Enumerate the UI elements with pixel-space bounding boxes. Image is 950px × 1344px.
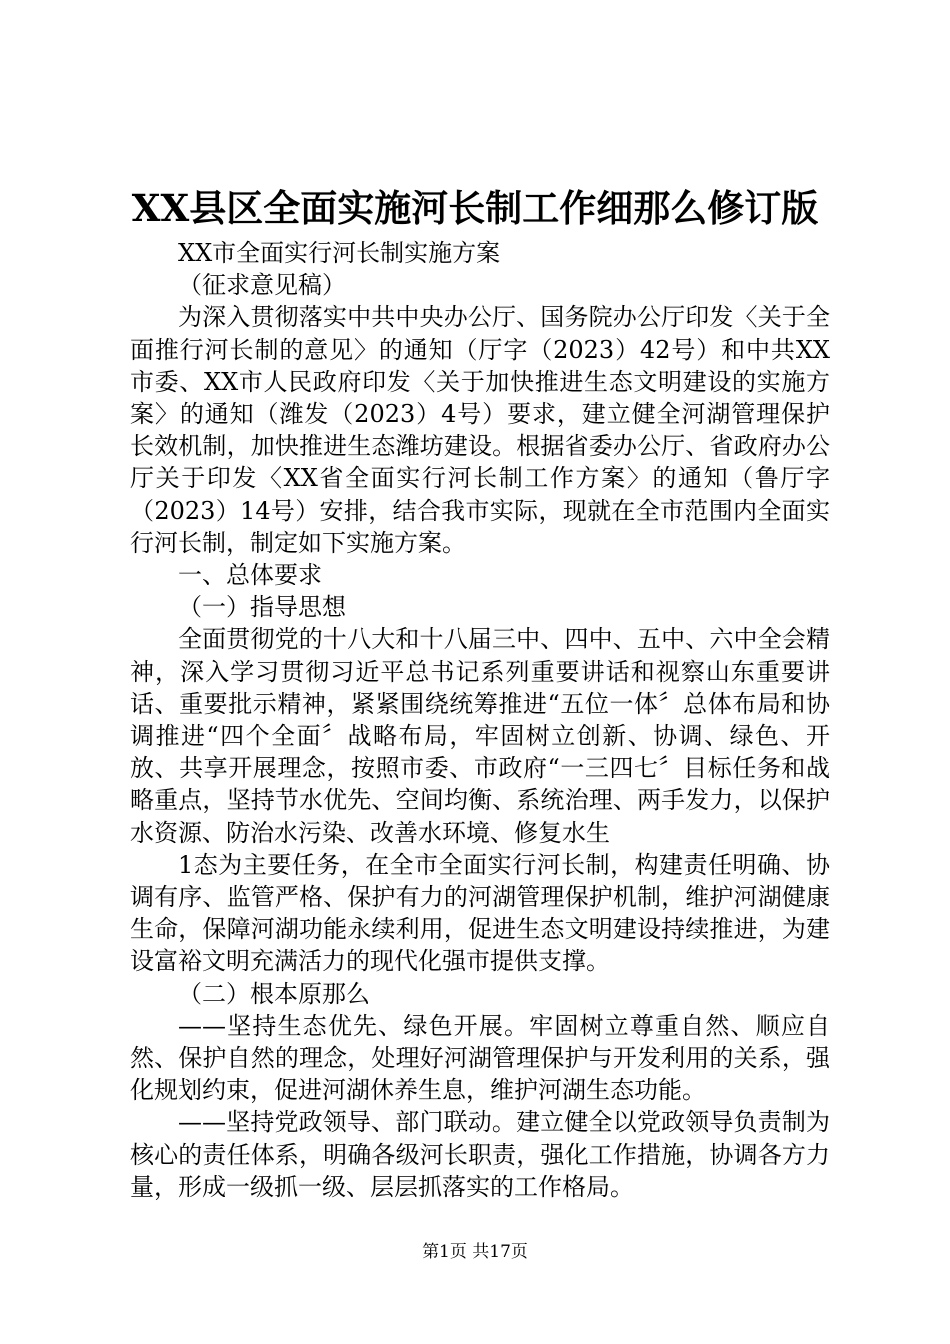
- document-body: [130, 237, 830, 1203]
- principle-paragraph: ——坚持生态优先、绿色开展。牢固树立尊重自然、顺应自然、保护自然的理念，处理好河湖管理保护与开发利用的关系，强化规划约束，促进河湖休养生息，维护河湖生态功能。: [130, 1011, 830, 1105]
- guiding-ideology-paragraph: 全面贯彻党的十八大和十八届三中、四中、五中、六中全会精神，深入学习贯彻习近平总书记系列重要讲话和视察山东重要讲话、重要批示精神，紧紧围绕统筹推进“五位一体〞总体布局和协调推进“四个全面〞战略布局，牢固树立创新、协调、绿色、开放、共享开展理念，按照市委、市政府“一三四七〞目标任务和战略重点，坚持节水优先、空间均衡、系统治理、两手发力，以保护水资源、防治水污染、改善水环境、修复水生: [130, 625, 830, 847]
- intro-paragraph: 为深入贯彻落实中共中央办公厅、国务院办公厅印发〈关于全面推行河长制的意见〉的通知（厅字（2023）42号）和中共XX市委、XX市人民政府印发〈关于加快推进生态文明建设的实施方案〉的通知（潍发（2023）4号）要求，建立健全河湖管理保护长效机制，加快推进生态潍坊建设。根据省委办公厅、省政府办公厅关于印发〈XX省全面实行河长制工作方案〉的通知（鲁厅字（2023）14号）安排，结合我市实际，现就在全市范围内全面实行河长制，制定如下实施方案。: [130, 303, 830, 557]
- subsection-heading: （二）根本原那么: [178, 979, 370, 1008]
- main-tasks-paragraph: 1态为主要任务，在全市全面实行河长制，构建责任明确、协调有序、监管严格、保护有力的河湖管理保护机制，维护河湖健康生命，保障河湖功能永续利用，促进生态文明建设持续推进，为建设富裕文明充满活力的现代化强市提供支撑。: [130, 850, 830, 976]
- section-heading: 一、总体要求: [178, 561, 322, 590]
- page-number: 第1页 共17页: [422, 1242, 528, 1262]
- document-title: XX县区全面实施河长制工作细那么修订版: [131, 186, 819, 230]
- plan-title: XX市全面实行河长制实施方案: [178, 239, 501, 267]
- principle-paragraph: ——坚持党政领导、部门联动。建立健全以党政领导负责制为核心的责任体系，明确各级河长职责，强化工作措施，协调各方力量，形成一级抓一级、层层抓落实的工作格局。: [130, 1108, 830, 1201]
- draft-note: （征求意见稿）: [178, 271, 346, 300]
- subsection-heading: （一）指导思想: [178, 593, 346, 622]
